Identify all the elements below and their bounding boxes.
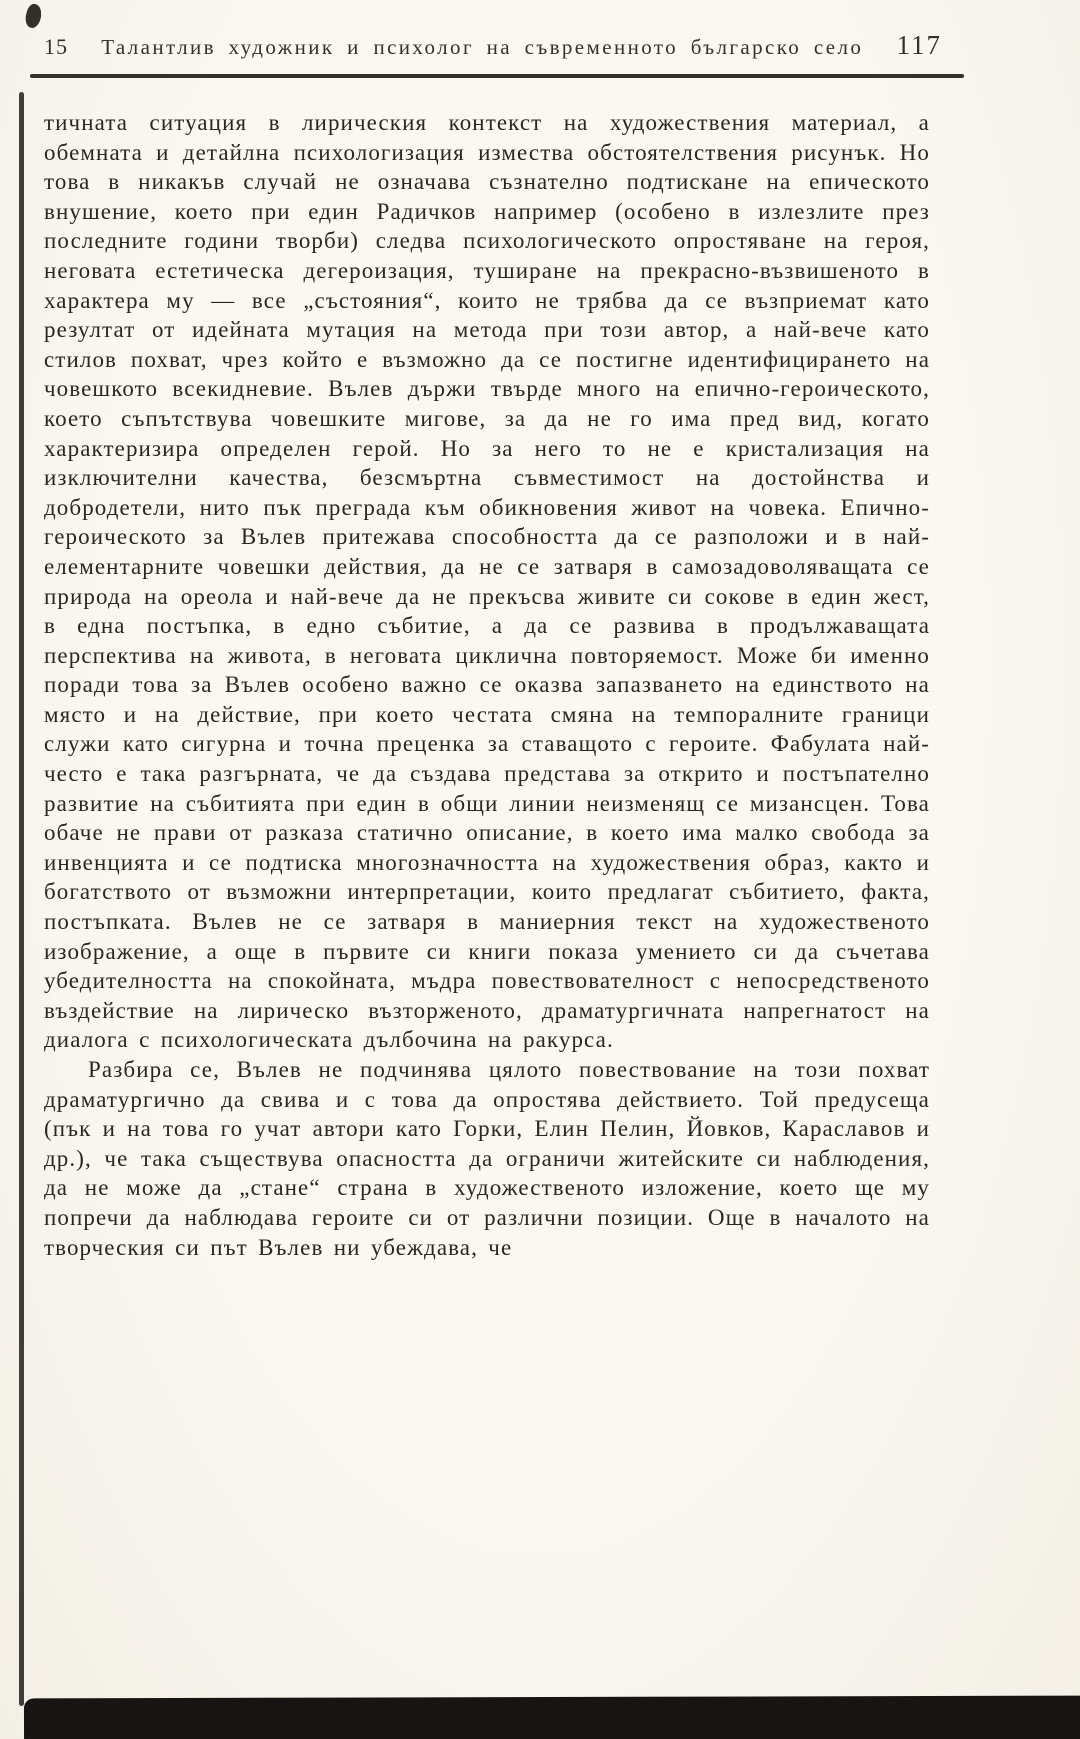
header-left-number: 15 <box>44 34 68 59</box>
header-divider-rule <box>30 74 964 78</box>
running-title: Талантлив художник и психолог на съвременното българско село <box>101 35 864 59</box>
scan-edge-line <box>19 92 24 1706</box>
body-text-block <box>44 108 930 1262</box>
paragraph: тичната ситуация в лирическия контекст на художествения материал, а обемната и детайлна психологизация измества обстоятелствения рисунък. Но това в никакъв случай не означава съзнателно подтискане на епическото внушение, което при един Радичков например (особено в излезлите през последните години творби) следва психологическото опростяване на героя, неговата естетическа дегероизация, туширане на прекрасно-възвишеното в характера му — все „състояния“, които не трябва да се възприемат като резултат от идейната мутация на метода при този автор, а най-вече като стилов похват, чрез който е възможно да се постигне идентифицирането на човешкото всекидневие. Вълев държи твърде много на епично-героическото, което съпътствува човешките мигове, за да не го има пред вид, когато характеризира определен герой. Но за него то не е кристализация на изключителни качества, безсмъртна съвместимост на достойнства и добродетели, нито пък преграда към обикновения живот на човека. Епично-героическото за Вълев притежава способността да се разположи и в най-елементарните човешки действия, да не се затваря в самозадоволяващата се природа на ореола и най-вече да не прекъсва живите си сокове в един жест, в една постъпка, в едно събитие, а да се развива в продължаващата перспектива на живота, в неговата циклична повторяемост. Може би именно поради това за Вълев особено важно се оказва запазването на единството на място и на действие, при което честата смяна на темпоралните граници служи като сигурна и точна преценка за ставащото с героите. Фабулата най-често е така разгърната, че да създава представа за открито и постъпателно развитие на събитията при един в общи линии неизменящ се мизансцен. Това обаче не прави от разказа статично описание, в което има малко свобода за инвенцията и се подтиска многозначността на художествения образ, както и богатството от възможни интерпретации, които предлагат събитието, факта, постъпката. Вълев не се затваря в маниерния текст на художественото изображение, а още в първите си книги показа умението си да съчетава убедителността на спокойната, мъдра повествователност с непосредственото въздействие на лирическо възторженото, драматургичната напрегнатост на диалога с психологическата дълбочина на ракурса. <box>44 110 930 1053</box>
scan-corner-mark <box>23 3 43 30</box>
page-header <box>44 30 942 61</box>
page-number: 117 <box>896 30 942 60</box>
paragraph: Разбира се, Вълев не подчинява цялото повествование на този похват драматургично да свива и с това да опростява действието. Той предусеща (пък и на това го учат автори като Горки, Елин Пелин, Йовков, Караславов и др.), че така съществува опасността да ограничи житейските си наблюдения, да не може да „стане“ страна в художественото изложение, което ще му попречи да наблюдава героите си от различни позиции. Още в началото на творческия си път Вълев ни убеждава, че <box>44 1057 930 1260</box>
scan-bottom-shadow-bar <box>24 1696 1080 1739</box>
